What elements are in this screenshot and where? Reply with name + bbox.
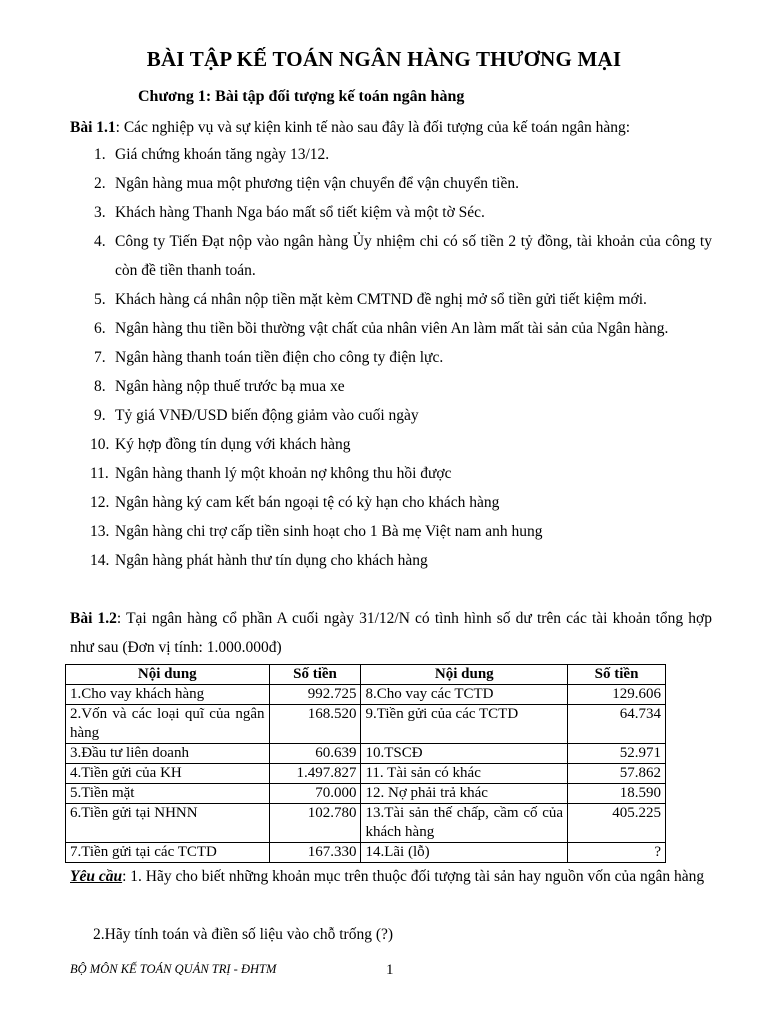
table-row <box>66 744 666 764</box>
requirement-1 <box>70 862 712 891</box>
table-cell-amount: 1.497.827 <box>269 764 361 784</box>
table-cell-amount: 57.862 <box>568 764 666 784</box>
list-item <box>70 546 712 575</box>
table-cell-amount: 167.330 <box>269 843 361 863</box>
table-cell-amount: 18.590 <box>568 784 666 804</box>
list-item-number: 7. <box>94 349 106 366</box>
list-item-text: Ngân hàng phát hành thư tín dụng cho khách hàng <box>115 552 428 569</box>
table-row <box>66 843 666 863</box>
list-item <box>70 198 712 227</box>
table-cell-content: 7.Tiền gửi tại các TCTD <box>66 843 270 863</box>
table-cell-content: 10.TSCĐ <box>361 744 568 764</box>
list-item-number: 3. <box>94 204 106 221</box>
table-cell-content: 1.Cho vay khách hàng <box>66 685 270 705</box>
table-cell-amount: 129.606 <box>568 685 666 705</box>
list-item <box>70 343 712 372</box>
table-cell-amount: 70.000 <box>269 784 361 804</box>
list-item <box>70 488 712 517</box>
table-cell-amount: 64.734 <box>568 705 666 744</box>
requirement-1-text: : 1. Hãy cho biết những khoản mục trên thuộc đối tượng tài sản hay nguồn vốn của ngân hàng <box>122 868 705 885</box>
list-item <box>70 459 712 488</box>
page-title: BÀI TẬP KẾ TOÁN NGÂN HÀNG THƯƠNG MẠI <box>146 47 622 71</box>
list-item <box>70 169 712 198</box>
list-item-text: Giá chứng khoán tăng ngày 13/12. <box>115 146 330 163</box>
table-row <box>66 804 666 843</box>
table-cell-amount: 405.225 <box>568 804 666 843</box>
header-content-1: Nội dung <box>66 665 270 685</box>
list-item-number: 12. <box>90 494 110 511</box>
table-header-row <box>66 665 666 685</box>
table-cell-content: 3.Đầu tư liên doanh <box>66 744 270 764</box>
table-cell-content: 9.Tiền gửi của các TCTD <box>361 705 568 744</box>
list-item-number: 14. <box>90 552 110 569</box>
header-amount-1: Số tiền <box>269 665 361 685</box>
list-item-number: 9. <box>94 407 106 424</box>
chapter-heading: Chương 1: Bài tập đối tượng kế toán ngân hàng <box>138 88 465 105</box>
list-item-text: Ngân hàng chi trợ cấp tiền sinh hoạt cho 1 Bà mẹ Việt nam anh hung <box>115 523 543 540</box>
list-item-number: 10. <box>90 436 110 453</box>
list-item <box>70 517 712 546</box>
list-item-text: Ngân hàng thu tiền bồi thường vật chất của nhân viên An làm mất tài sản của Ngân hàng. <box>115 320 669 337</box>
balance-table <box>65 664 666 863</box>
exercise-1-intro-text: : Các nghiệp vụ và sự kiện kinh tế nào sau đây là đối tượng của kế toán ngân hàng: <box>115 119 631 136</box>
list-item-text: Ký hợp đồng tín dụng với khách hàng <box>115 436 351 453</box>
table-row <box>66 685 666 705</box>
table-cell-amount: 168.520 <box>269 705 361 744</box>
list-item-text: Ngân hàng ký cam kết bán ngoại tệ có kỳ hạn cho khách hàng <box>115 494 500 511</box>
requirement-2: 2.Hãy tính toán và điền số liệu vào chỗ trống (?) <box>93 926 394 943</box>
table-row <box>66 705 666 744</box>
exercise-1-intro <box>70 113 712 142</box>
list-item-text: Khách hàng Thanh Nga báo mất sổ tiết kiệm và một tờ Séc. <box>115 204 485 221</box>
table-cell-content: 5.Tiền mặt <box>66 784 270 804</box>
exercise-1-list <box>70 140 712 575</box>
list-item <box>70 430 712 459</box>
table-body <box>66 685 666 863</box>
list-item-number: 4. <box>94 233 106 250</box>
list-item-text: Ngân hàng thanh lý một khoản nợ không thu hồi được <box>115 465 452 482</box>
table-cell-amount: 992.725 <box>269 685 361 705</box>
table-cell-content: 13.Tài sản thế chấp, cầm cố của khách hàng <box>361 804 568 843</box>
list-item-text: Ngân hàng nộp thuế trước bạ mua xe <box>115 378 345 395</box>
list-item-number: 6. <box>94 320 106 337</box>
table-row <box>66 764 666 784</box>
exercise-2-label: Bài 1.2 <box>70 610 117 627</box>
list-item-number: 8. <box>94 378 106 395</box>
requirement-label: Yêu cầu <box>70 868 123 885</box>
table-cell-content: 2.Vốn và các loại quĩ của ngân hàng <box>66 705 270 744</box>
exercise-2-intro-text: : Tại ngân hàng cổ phần A cuối ngày 31/12/N có tình hình số dư trên các tài khoản tổng hợp như sau (Đơn vị tính: 1.000.000đ) <box>70 610 712 656</box>
table-cell-amount: 102.780 <box>269 804 361 843</box>
table-cell-amount: 60.639 <box>269 744 361 764</box>
list-item-number: 2. <box>94 175 106 192</box>
list-item <box>70 227 712 285</box>
list-item-text: Ngân hàng mua một phương tiện vận chuyển để vận chuyển tiền. <box>115 175 519 192</box>
table-cell-content: 8.Cho vay các TCTD <box>361 685 568 705</box>
table-row <box>66 784 666 804</box>
table-cell-content: 14.Lãi (lỗ) <box>361 843 568 863</box>
table-cell-amount: 52.971 <box>568 744 666 764</box>
list-item <box>70 285 712 314</box>
list-item <box>70 401 712 430</box>
table-cell-content: 12. Nợ phải trả khác <box>361 784 568 804</box>
list-item-text: Ngân hàng thanh toán tiền điện cho công ty điện lực. <box>115 349 444 366</box>
table-cell-amount: ? <box>568 843 666 863</box>
exercise-1-label: Bài 1.1 <box>70 119 116 136</box>
header-content-2: Nội dung <box>361 665 568 685</box>
list-item <box>70 372 712 401</box>
list-item-number: 13. <box>90 523 110 540</box>
page-number: 1 <box>386 962 394 978</box>
footer-department: BỘ MÔN KẾ TOÁN QUẢN TRỊ - ĐHTM <box>70 962 277 976</box>
header-amount-2: Số tiền <box>568 665 666 685</box>
list-item-number: 1. <box>94 146 106 163</box>
list-item-text: Tỷ giá VNĐ/USD biến động giảm vào cuối ngày <box>115 407 419 424</box>
list-item-number: 11. <box>90 465 109 482</box>
list-item-number: 5. <box>94 291 106 308</box>
table-cell-content: 6.Tiền gửi tại NHNN <box>66 804 270 843</box>
table-cell-content: 4.Tiền gửi của KH <box>66 764 270 784</box>
list-item-text: Công ty Tiến Đạt nộp vào ngân hàng Ủy nhiệm chi có số tiền 2 tỷ đồng, tài khoản của công ty còn đề tiền thanh toán. <box>115 233 712 279</box>
table-cell-content: 11. Tài sản có khác <box>361 764 568 784</box>
list-item <box>70 314 712 343</box>
exercise-2-intro <box>70 604 712 662</box>
list-item-text: Khách hàng cá nhân nộp tiền mặt kèm CMTND đề nghị mở sổ tiền gửi tiết kiệm mới. <box>115 291 647 308</box>
list-item <box>70 140 712 169</box>
